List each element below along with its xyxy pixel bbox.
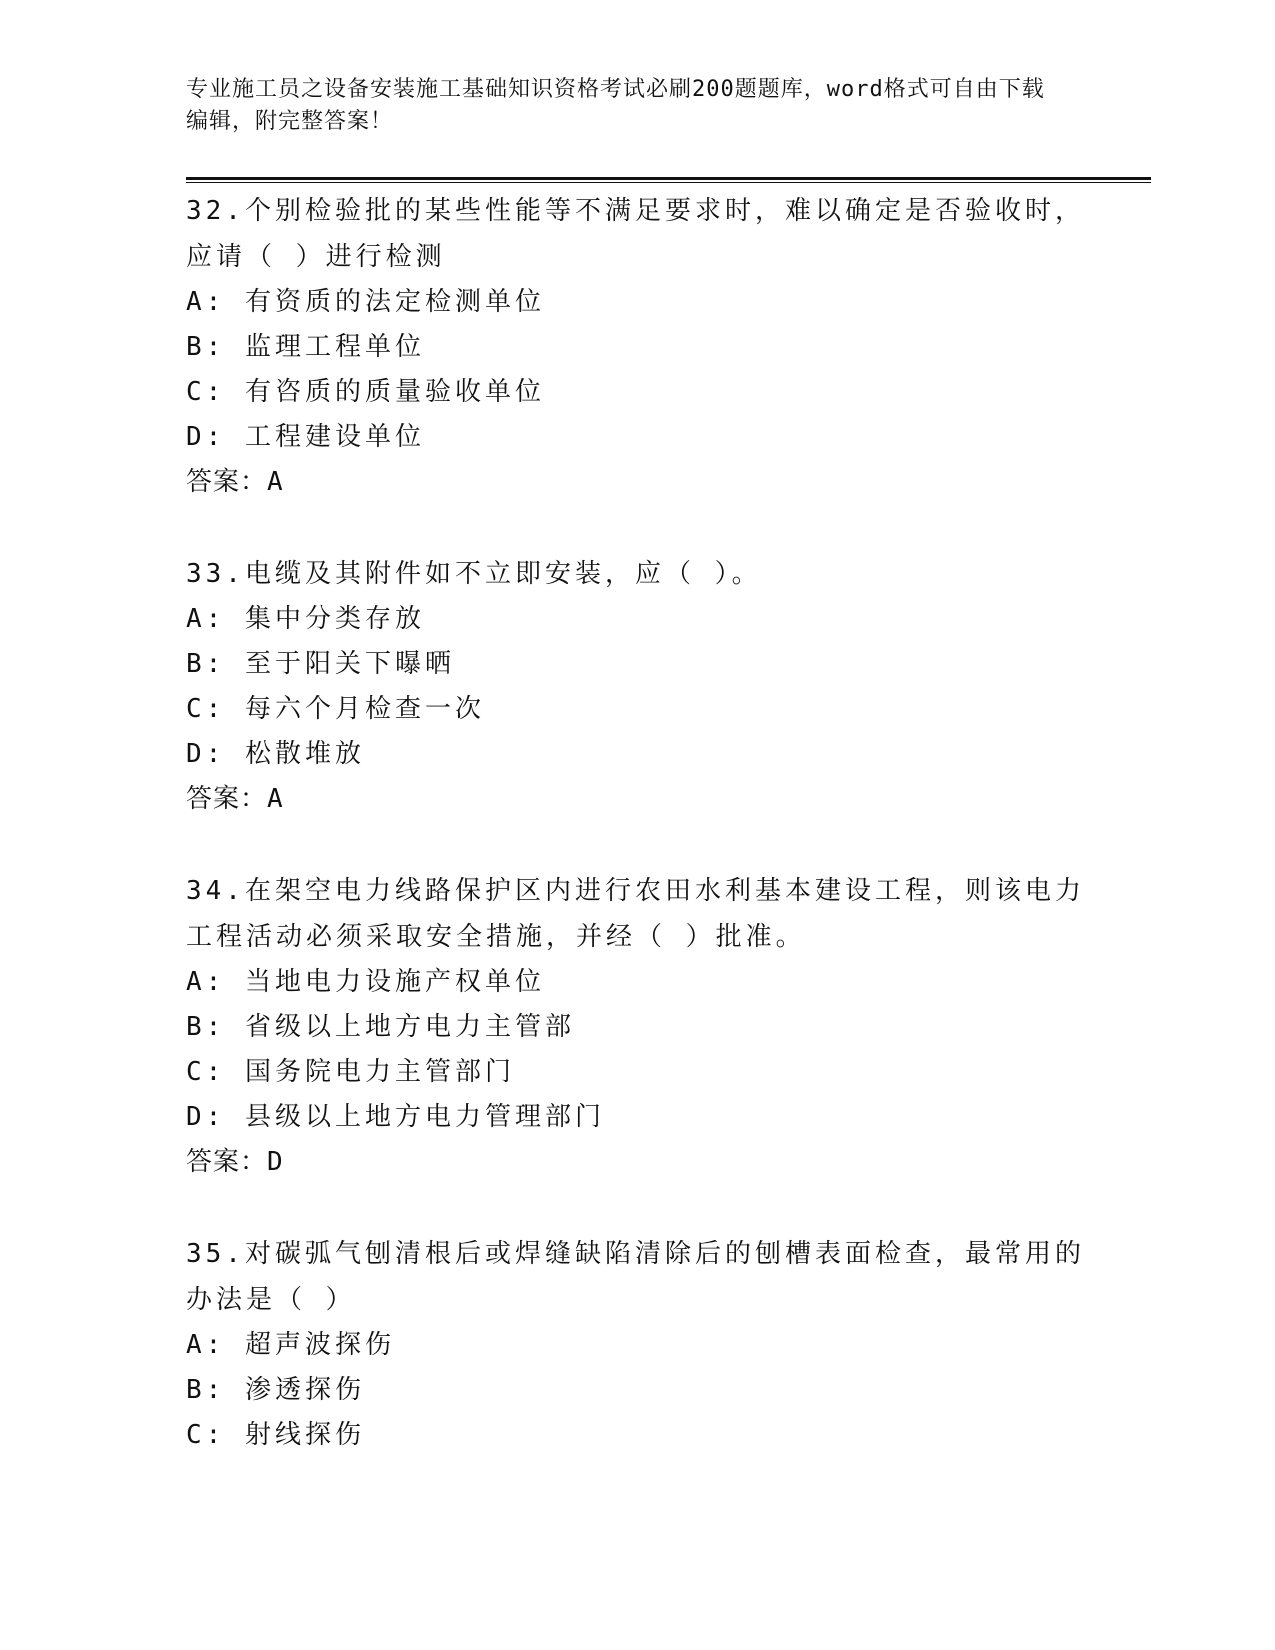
option-c: C: 射线探伤 <box>186 1420 365 1450</box>
option-c: C: 国务院电力主管部门 <box>186 1057 515 1087</box>
question-stem: 33.电缆及其附件如不立即安装，应（ ）。 <box>186 559 762 589</box>
option-a: A: 集中分类存放 <box>186 604 425 634</box>
option-d: D: 工程建设单位 <box>186 422 425 452</box>
header-rule-thick <box>186 177 1151 180</box>
option-c: C: 有咨质的质量验收单位 <box>186 377 545 407</box>
header-rule-thin <box>186 182 1151 183</box>
question-35 <box>186 1231 1086 1458</box>
question-32 <box>186 188 1086 505</box>
option-b: B: 渗透探伤 <box>186 1375 365 1405</box>
option-d: D: 县级以上地方电力管理部门 <box>186 1102 605 1132</box>
question-list <box>186 188 1086 1504</box>
question-stem: 34.在架空电力线路保护区内进行农田水利基本建设工程，则该电力工程活动必须采取安全措施，并经（ ）批准。 <box>186 876 1085 952</box>
answer-label: 答案： <box>186 467 268 497</box>
option-d: D: 松散堆放 <box>186 739 365 769</box>
question-34 <box>186 868 1086 1185</box>
question-stem: 35.对碳弧气刨清根后或焊缝缺陷清除后的刨槽表面检查，最常用的办法是（ ） <box>186 1239 1085 1315</box>
answer-value: A <box>267 467 284 497</box>
document-header: 专业施工员之设备安装施工基础知识资格考试必刷200题题库，word格式可自由下载编辑，附完整答案！ <box>186 77 1045 134</box>
option-b: B: 监理工程单位 <box>186 332 425 362</box>
option-list <box>186 1323 1086 1458</box>
answer-value: D <box>267 1147 284 1177</box>
question-stem: 32.个别检验批的某些性能等不满足要求时，难以确定是否验收时，应请（ ）进行检测 <box>186 196 1085 272</box>
option-c: C: 每六个月检查一次 <box>186 694 485 724</box>
option-list <box>186 597 1086 777</box>
answer-label: 答案： <box>186 1147 268 1177</box>
question-33 <box>186 551 1086 822</box>
answer-value: A <box>267 784 284 814</box>
option-b: B: 省级以上地方电力主管部 <box>186 1012 575 1042</box>
answer-line <box>186 1140 1086 1185</box>
option-a: A: 当地电力设施产权单位 <box>186 967 545 997</box>
option-list <box>186 960 1086 1140</box>
option-list <box>186 280 1086 460</box>
answer-line <box>186 777 1086 822</box>
option-a: A: 超声波探伤 <box>186 1330 395 1360</box>
option-a: A: 有资质的法定检测单位 <box>186 287 545 317</box>
answer-line <box>186 460 1086 505</box>
option-b: B: 至于阳关下曝晒 <box>186 649 455 679</box>
answer-label: 答案： <box>186 784 268 814</box>
